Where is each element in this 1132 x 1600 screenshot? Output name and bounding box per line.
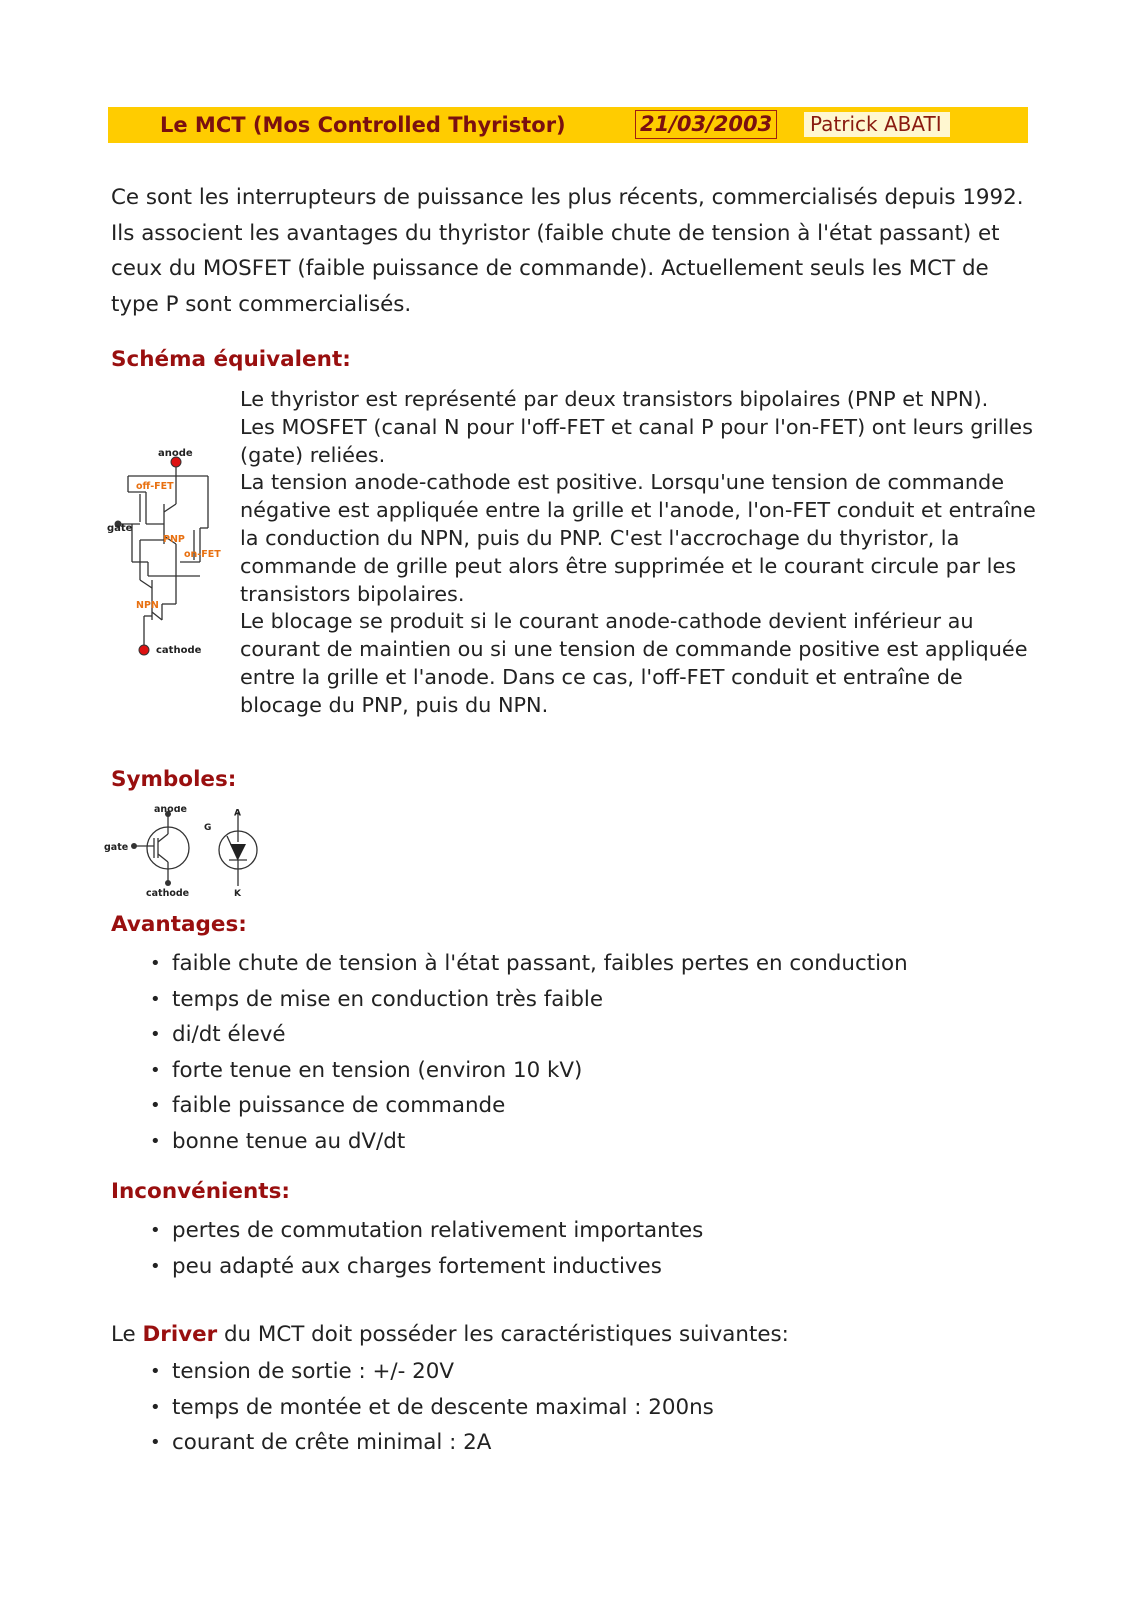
author-name: Patrick ABATI [804,112,950,137]
diagram-npn-label: NPN [136,600,159,611]
equivalent-circuit-diagram [104,444,234,672]
list-item: • di/dt élevé [150,1017,908,1053]
symbol-a-label: A [234,808,241,819]
diagram-gate-label: gate [107,523,133,534]
symbol-anode-label: anode [154,806,187,815]
list-item: • temps de montée et de descente maximal : 200ns [150,1390,714,1426]
schema-paragraph: Le thyristor est représenté par deux transistors bipolaires (PNP et NPN). [240,387,989,411]
driver-prefix: Le [111,1322,136,1347]
driver-list [150,1354,714,1461]
avantages-heading: Avantages: [111,912,247,937]
list-item: • peu adapté aux charges fortement inductives [150,1249,703,1285]
list-item: • tension de sortie : +/- 20V [150,1354,714,1390]
intro-paragraph: Ce sont les interrupteurs de puissance les plus récents, commercialisés depuis 1992. Ils associent les avantages du thyristor (faible chute de tension à l'état passant) et ceux du MOSFET (faible puissance de commande). Actuellement seuls les MCT de type P sont commercialisés. [111,185,1024,317]
schema-paragraph: Les MOSFET (canal N pour l'off-FET et canal P pour l'on-FET) ont leurs grilles (gate) reliées. [240,414,1033,467]
diagram-on-fet-label: on-FET [184,549,221,560]
inconvenients-list [150,1213,703,1284]
document-date: 21/03/2003 [635,110,777,139]
symboles-heading: Symboles: [111,767,237,792]
list-item: • faible puissance de commande [150,1088,908,1124]
schema-heading: Schéma équivalent: [111,347,351,372]
diagram-cathode-label: cathode [156,645,202,656]
mct-symbols-figure [104,806,264,898]
schema-paragraph: Le blocage se produit si le courant anode-cathode devient inférieur au courant de maintien ou si une tension de commande positive est appliquée entre la grille et l'anode. Dans ce cas, l'off-FET conduit et entraîne de blocage du PNP, puis du NPN. [240,609,1028,717]
list-item: • forte tenue en tension (environ 10 kV) [150,1053,908,1089]
list-item: • temps de mise en conduction très faible [150,982,908,1018]
schema-paragraph: La tension anode-cathode est positive. Lorsqu'une tension de commande négative est appliquée entre la grille et l'anode, l'on-FET conduit et entraîne la conduction du NPN, puis du PNP. C'est l'accrochage du thyristor, la commande de grille peut alors être supprimée et le courant circule par les transistors bipolaires. [240,470,1036,606]
list-item: • pertes de commutation relativement importantes [150,1213,703,1249]
diagram-pnp-label: PNP [163,534,185,545]
diagram-anode-label: anode [158,448,193,459]
inconvenients-heading: Inconvénients: [111,1179,290,1204]
page-title: Le MCT (Mos Controlled Thyristor) [160,113,566,137]
list-item: • courant de crête minimal : 2A [150,1425,714,1461]
schema-description [240,386,1040,720]
symbol-k-label: K [234,889,241,898]
avantages-list [150,946,908,1159]
symbol-g-label: G [204,823,212,833]
diagram-off-fet-label: off-FET [136,481,174,492]
driver-intro [111,1322,789,1347]
symbol-cathode-label: cathode [146,888,190,898]
list-item: • bonne tenue au dV/dt [150,1124,908,1160]
header-bar [108,107,1028,143]
symbol-gate-label: gate [104,842,129,853]
driver-suffix: du MCT doit posséder les caractéristiques suivantes: [223,1322,789,1347]
driver-highlight: Driver [142,1322,218,1347]
list-item: • faible chute de tension à l'état passant, faibles pertes en conduction [150,946,908,982]
